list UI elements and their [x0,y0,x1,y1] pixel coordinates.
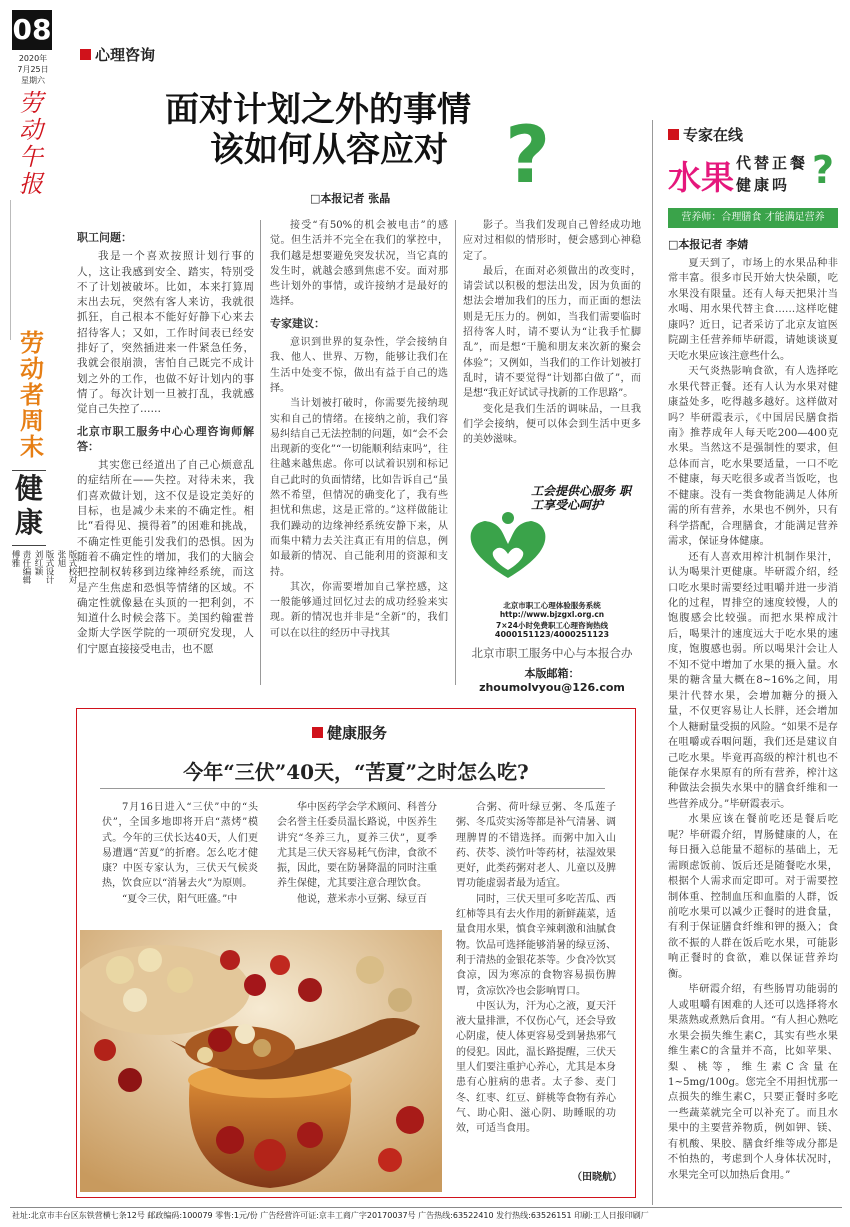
byline: □本报记者 李婧 [668,238,749,251]
union-heart-logo-icon [463,508,553,588]
paragraph: 还有人喜欢用榨汁机制作果汁，认为喝果汁更健康。毕研霞介绍，经口吃水果时需要经过咀嚼并进一步消化的过程，胃排空的速度较慢，人的饱腹感会比较强。而把水果榨成汁后，喝果汁的速度远大于吃水果的速度，饱腹感也弱。所以喝果汁会让人不知不觉中增加了水果的摄入量。水果的糖含量大概在8~16%之间，用果汁代替水果，会增加糖分的摄入量，不仅更容易让人长胖，还会增加个人糖耐量受损的风险。“如果不是存在咀嚼或吞咽问题，我们还是建议自己吃水果。毕竟再高级的榨汁机也不能保存水果原有的所有营养，榨汁这种做法会损失水果中的膳食纤维和一些营养成分。”毕研霞表示。 [668,551,838,810]
column-rule [260,220,261,685]
paragraph: 变化是我们生活的调味品，一旦我们学会接纳，便可以体会到生活中更多的美妙滋味。 [463,403,641,446]
subhead: 职工问题： [77,231,132,244]
paper-logo: 劳动午报 [19,89,43,198]
paragraph: 华中医药学会学术顾问、科普分会名誉主任委员温长路说，中医养生讲究“冬养三九，夏养三伏”，夏季尤其是三伏天容易耗气伤津，食欲不振，因此，要在防暑降温的同时注重养生保健，尤其要注意合理饮食。 [277,802,437,890]
health-col-3 [456,800,616,1172]
section-label: 专家在线 [668,124,743,145]
paragraph: 最后，在面对必须做出的改变时，请尝试以积极的想法出发，因为负面的想法会增加我们的压力，而正面的想法则是无压力的。例如，当我们需要临时招待客人时，请不要认为“让我手忙脚乱”，而是想“干脆和朋友来次新的聚会体验”；又例如，当我们的工作计划被打乱时，请不要觉得“计划都白做了”，而是想“我正好试试寻找新的工作思路”。 [463,265,641,400]
article-col-1 [77,224,254,684]
weekly-title: 劳动者周末 [20,329,44,461]
footer-rule [10,1207,842,1208]
column-rule [455,220,456,685]
paragraph: 7月16日进入“三伏”中的“头伏”，全国多地即将开启“蒸烤”模式。今年的三伏长达40天，人们更易遭遇“苦夏”的折磨。怎么吃才健康？中医专家认为，三伏天气候炎热，饮食应以“消暑去火”为原则。 [102,802,258,890]
paragraph: 其次，你需要增加自己掌控感，这一般能够通过回忆过去的成功经验来实现。新的情况也并非是“全新”的，我们可以在以往的经历中寻找其 [270,581,448,639]
paragraph: 中医认为，汗为心之液，夏天汗液大量排泄，不仅伤心气，还会导致心阴虚，使人体更容易受到暑热邪气的侵犯。因此，温长路提醒，三伏天里人们要注重护心养心，尤其是本身患有心脏病的患者。太子参、麦门冬、红枣、红豆、鲜桃等食物有养心气、助心阳、滋心阴、助睡眠的功效，可适当食用。 [456,1000,616,1135]
health-signoff: （田晓航） [572,1172,622,1183]
expert-body [668,256,838,1211]
section-label: 心理咨询 [80,44,155,65]
paragraph: 天气炎热影响食欲，有人选择吃水果代替正餐。还有人认为水果对健康益处多，吃得越多越好。这样做对吗？毕研霞表示，《中国居民膳食指南》推荐成年人每天吃200—400克水果。当然这不是强制性的要求，但总体而言，吃水果要适量，一口不吃不健康，每天吃很多或者当饭吃，也不健康。没有一类食物能满足人体所需的所有营养，水果也不例外，只有科学搭配，合理膳食，才能满足营养需求，保证身体健康。 [668,366,838,548]
date-year: 2020年 [18,54,48,63]
divider [100,788,605,789]
headline: 面对计划之外的事情 该如何从容应对 [165,90,471,170]
paragraph: 他说，薏米赤小豆粥、绿豆百 [297,893,427,905]
paragraph: 水果应该在餐前吃还是餐后吃呢？毕研霞介绍，胃肠健康的人，在每日摄入总能量不超标的基础上，无需顾虑饭前、饭后还是随餐吃水果，根据个人需求而定即可。对于需要控制体重、控制血压和血脂的人群，饭前吃水果可以减少正餐时的进食量，有利于保证膳食纤维和钾的摄入；食欲不振的人群在饭后吃水果，可能影响正餐时的食欲，难以保证营养均衡。 [668,814,838,980]
paragraph: 我是一个喜欢按照计划行事的人，这让我感到安全、踏实，特别受不了计划被破坏。比如，本来打算周末出去玩，突然有客人来访，我就很抓狂，自己根本不能好好静下心来去招待客人；又如，工作时间表已经安排好了，突然插进来一件紧急任务，我就会很崩溃，害怕自己既完不成计划之外的工作，也做不好计划内的事情了。每次计划一旦被打乱，我就感觉自己失控了…… [77,250,254,416]
ad-phones: 4000151123/4000251123 [494,630,610,639]
section-label: 健康服务 [312,722,387,743]
article-col-3 [463,218,641,478]
footer-info: 社址:北京市丰台区东铁营横七条12号 邮政编码:100079 零售:1元/份 广告经营许可证:京丰工商广字20170037号 广告热线:63522410 发行热线:63526151 印刷:工人日报印刷厂 [12,1211,649,1220]
divider [12,470,46,471]
paragraph: 接受“有50%的机会被电击”的感觉。但生活并不完全在我们的掌控中，我们越是想要避免突发状况，当它真的发生时，就越会感到焦虑不安。面对那些计划外的事情，或许接纳才是最好的选择。 [270,220,448,308]
paragraph: 当计划被打破时，你需要先接纳现实和自己的情绪。在接纳之前，我们容易纠结自己无法控制的问题，如“会不会出现新的变化”“一切能顺利结束吗”，往往越来越焦虑。你可以试着识别和标记自己此时的负面情绪，比如告诉自己“虽然不希望，但情况的确变化了，我有些担忧和焦虑，这是正常的。”这样做能让我们躁动的边缘神经系统安静下来，从而集中精力去关注真正有用的信息，例如最新的情况、自己能利用的资源和支持。 [270,398,448,578]
paragraph: 毕研霞介绍，有些肠胃功能弱的人或咀嚼有困难的人还可以选择将水果蒸熟或煮熟后食用。“有人担心熟吃水果会损失维生素C，其实有些水果维生素C的含量并不高，比如苹果、梨、桃等，维生素C含量在1~5mg/100g。您完全不用担忧那一点损失的维生素C，只要正餐时多吃一些蔬菜就完全可以补充了。而且水果中的主要营养物质，例如钾、镁、有机酸、果胶、膳食纤维等成分都是不怕热的，考虑到个人身体状况时，水果完全可以加热后食用。” [668,984,838,1181]
paragraph: 合粥、荷叶绿豆粥、冬瓜莲子粥、冬瓜荧实汤等都是补气清暑、调理脾胃的不错选择。而粥中加入山药、茯苓、淡竹叶等药材，祛湿效果更好，此类药粥对老人、儿童以及脾胃功能虚弱者最为适宜。 [456,802,616,890]
subhead: 专家建议： [270,316,325,330]
ad-hotline-label: 7×24小时免费职工心理咨询热线 [496,621,608,630]
question-mark-icon: ? [505,111,551,201]
page-email: 本版邮箱：zhoumolvyou@126.com [479,667,625,694]
divider [12,545,46,546]
margin-rule [10,200,11,340]
expert-headline: 水果 代替正餐 健康吗 ? [668,148,835,197]
staff-credits: 版式校对 张旭 版式设计 刘红颖 责任编辑 傅雅 [10,550,77,584]
date-weekday: 星期六 [21,76,45,85]
ad-slogan: 工会提供心服务 职工享受心呵护 [531,484,632,512]
subhead: 北京市职工服务中心心理咨询师解答： [77,424,254,453]
health-headline: 今年“三伏”40天，“苦夏”之时怎么吃? [183,760,529,784]
health-col-1 [102,800,258,928]
paragraph: 同时，三伏天里可多吃苦瓜、西红柿等具有去火作用的新鲜蔬菜，适量食用水果，慎食辛辣刺激和油腻食物。饮品可选择能够消暑的绿豆汤、利于清热的金银花茶等。少食冷饮冥食凉，因为寒凉的食物容易损伤脾胃，贪凉饮冷也会影响胃口。 [456,893,616,997]
ad-credit: 北京市职工服务中心与本报合办 [471,646,633,660]
paragraph: 其实您已经道出了自己心烦意乱的症结所在——失控。对待未来，我们喜欢做计划，这不仅是设定美好的目标，也是减少未来的不确定性。相比“看得见、摸得着”的困难和挑战，不确定性更能引发我们的恐惧。因为随着不确定性的增加，我们的大脑会把控制权转移到边缘神经系统，而这是产生焦虑和恐惧等情绪的区域。不确定性就像悬在头顶的一把利剑，不知道什么时候会落下。美国约翰霍普金斯大学医学院的一项研究发现，人们宁愿直接接受电击，也不愿 [77,459,254,655]
food-photo [80,930,442,1192]
health-col-2 [277,800,437,928]
paragraph: 意识到世界的复杂性，学会接纳自我、他人、世界、万物，能够让我们在生活中处变不惊，做出有益于自己的选择。 [270,337,448,394]
ad-site-name: 北京市职工心理体验服务系统 [503,601,601,610]
column-rule [652,120,653,1205]
byline: □本报记者 张晶 [310,192,391,205]
service-ad [463,478,641,694]
column-title: 健康 [14,472,43,539]
paragraph: 夏天到了，市场上的水果品种非常丰富。很多市民开始大快朵颐，吃水果没有限量。还有人每天把果汁当水喝、用水果代替主食……这样吃健康吗？近日，记者采访了北京友谊医院副主任营养师毕研霞，请她谈谈夏天吃水果应该注意些什么。 [668,258,838,362]
ad-url: http://www.bjzgxl.org.cn [499,610,605,619]
subtitle-bar: 营养师：合理膳食 才能满足营养 [668,208,838,228]
paragraph: “夏令三伏，阳气旺盛。”中 [122,893,238,905]
date-day: 7月25日 [17,65,49,74]
page-number: 08 [12,10,52,50]
article-col-2 [270,218,448,688]
paragraph: 影子。当我们发现自己曾经成功地应对过相似的情形时，便会感到心神稳定了。 [463,220,641,262]
